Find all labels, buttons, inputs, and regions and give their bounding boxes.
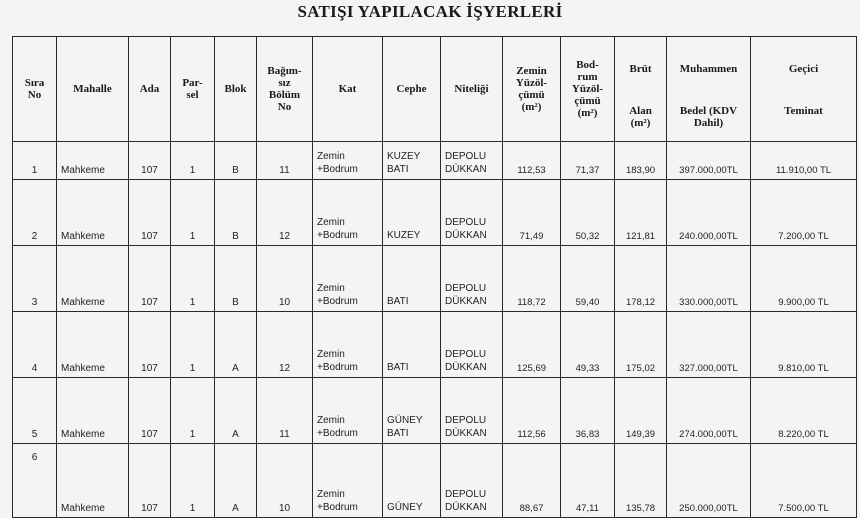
cell-cephe: GÜNEY BATI xyxy=(383,378,441,444)
listing-table xyxy=(12,36,857,518)
cell-bedel: 240.000,00TL xyxy=(667,180,751,246)
cell-kat: Zemin +Bodrum xyxy=(313,444,383,518)
cell-nitelik: DEPOLU DÜKKAN xyxy=(441,312,503,378)
header-kat: Kat xyxy=(313,37,383,142)
cell-bodrum: 47,11 xyxy=(561,444,615,518)
cell-ada: 107 xyxy=(129,142,171,180)
cell-bolum: 12 xyxy=(257,180,313,246)
cell-sira: 4 xyxy=(13,312,57,378)
cell-teminat: 8.220,00 TL xyxy=(751,378,857,444)
cell-cephe: BATI xyxy=(383,312,441,378)
header-gecici-top: Geçici xyxy=(788,63,819,75)
cell-bedel: 330.000,00TL xyxy=(667,246,751,312)
cell-bedel: 327.000,00TL xyxy=(667,312,751,378)
cell-cephe: GÜNEY xyxy=(383,444,441,518)
header-mahalle: Mahalle xyxy=(57,37,129,142)
cell-sira: 3 xyxy=(13,246,57,312)
cell-zemin: 125,69 xyxy=(503,312,561,378)
cell-bodrum: 50,32 xyxy=(561,180,615,246)
header-muhammen-top: Muhammen xyxy=(679,63,738,75)
cell-bedel: 250.000,00TL xyxy=(667,444,751,518)
cell-kat: Zemin +Bodrum xyxy=(313,180,383,246)
header-zemin: Zemin Yüzöl- çümü (m²) xyxy=(503,37,561,142)
cell-mahalle: Mahkeme xyxy=(57,142,129,180)
table-row xyxy=(13,142,857,180)
cell-bolum: 12 xyxy=(257,312,313,378)
cell-cephe: BATI xyxy=(383,246,441,312)
cell-zemin: 112,53 xyxy=(503,142,561,180)
cell-brut: 121,81 xyxy=(615,180,667,246)
header-row xyxy=(13,37,857,142)
header-parsel: Par- sel xyxy=(171,37,215,142)
cell-sira: 1 xyxy=(13,142,57,180)
cell-kat: Zemin +Bodrum xyxy=(313,246,383,312)
cell-blok: A xyxy=(215,378,257,444)
header-sira: Sıra No xyxy=(13,37,57,142)
cell-blok: B xyxy=(215,180,257,246)
table-row xyxy=(13,378,857,444)
cell-cephe: KUZEY xyxy=(383,180,441,246)
cell-sira: 2 xyxy=(13,180,57,246)
cell-zemin: 88,67 xyxy=(503,444,561,518)
cell-parsel: 1 xyxy=(171,312,215,378)
header-muhammen-bottom: Bedel (KDV Dahil) xyxy=(679,105,738,129)
cell-ada: 107 xyxy=(129,444,171,518)
cell-bedel: 397.000,00TL xyxy=(667,142,751,180)
cell-sira: 5 xyxy=(13,378,57,444)
cell-brut: 175,02 xyxy=(615,312,667,378)
cell-kat: Zemin +Bodrum xyxy=(313,142,383,180)
header-brut-top: Brüt xyxy=(629,63,652,75)
cell-nitelik: DEPOLU DÜKKAN xyxy=(441,246,503,312)
cell-parsel: 1 xyxy=(171,246,215,312)
cell-sira: 6 xyxy=(13,444,57,518)
cell-mahalle: Mahkeme xyxy=(57,444,129,518)
cell-parsel: 1 xyxy=(171,180,215,246)
table-row xyxy=(13,312,857,378)
cell-teminat: 9.900,00 TL xyxy=(751,246,857,312)
cell-nitelik: DEPOLU DÜKKAN xyxy=(441,142,503,180)
cell-parsel: 1 xyxy=(171,142,215,180)
cell-kat: Zemin +Bodrum xyxy=(313,312,383,378)
cell-brut: 178,12 xyxy=(615,246,667,312)
cell-ada: 107 xyxy=(129,378,171,444)
header-ada: Ada xyxy=(129,37,171,142)
table-row xyxy=(13,180,857,246)
cell-cephe: KUZEY BATI xyxy=(383,142,441,180)
cell-nitelik: DEPOLU DÜKKAN xyxy=(441,444,503,518)
cell-bolum: 11 xyxy=(257,378,313,444)
header-bodrum: Bod- rum Yüzöl- çümü (m²) xyxy=(561,37,615,142)
header-blok: Blok xyxy=(215,37,257,142)
cell-ada: 107 xyxy=(129,246,171,312)
cell-parsel: 1 xyxy=(171,444,215,518)
cell-brut: 135,78 xyxy=(615,444,667,518)
cell-parsel: 1 xyxy=(171,378,215,444)
header-gecici xyxy=(751,37,857,142)
cell-zemin: 112,56 xyxy=(503,378,561,444)
cell-bodrum: 36,83 xyxy=(561,378,615,444)
cell-mahalle: Mahkeme xyxy=(57,180,129,246)
cell-brut: 183,90 xyxy=(615,142,667,180)
cell-zemin: 71,49 xyxy=(503,180,561,246)
cell-bodrum: 49,33 xyxy=(561,312,615,378)
cell-teminat: 7.200,00 TL xyxy=(751,180,857,246)
header-bagimsiz-bolum: Bağım- sız Bölüm No xyxy=(257,37,313,142)
cell-mahalle: Mahkeme xyxy=(57,312,129,378)
header-gecici-bottom: Teminat xyxy=(784,105,823,117)
cell-bolum: 10 xyxy=(257,444,313,518)
cell-mahalle: Mahkeme xyxy=(57,378,129,444)
header-cephe: Cephe xyxy=(383,37,441,142)
header-brut-bottom: Alan (m²) xyxy=(629,105,652,129)
cell-ada: 107 xyxy=(129,312,171,378)
cell-zemin: 118,72 xyxy=(503,246,561,312)
cell-nitelik: DEPOLU DÜKKAN xyxy=(441,378,503,444)
cell-kat: Zemin +Bodrum xyxy=(313,378,383,444)
cell-blok: A xyxy=(215,312,257,378)
table-row xyxy=(13,444,857,518)
cell-nitelik: DEPOLU DÜKKAN xyxy=(441,180,503,246)
header-brut xyxy=(615,37,667,142)
cell-teminat: 9.810,00 TL xyxy=(751,312,857,378)
cell-bedel: 274.000,00TL xyxy=(667,378,751,444)
cell-bodrum: 71,37 xyxy=(561,142,615,180)
cell-bolum: 11 xyxy=(257,142,313,180)
cell-teminat: 7.500,00 TL xyxy=(751,444,857,518)
cell-blok: B xyxy=(215,246,257,312)
table-row xyxy=(13,246,857,312)
page-title: SATIŞI YAPILACAK İŞYERLERİ xyxy=(297,2,563,21)
cell-mahalle: Mahkeme xyxy=(57,246,129,312)
cell-blok: B xyxy=(215,142,257,180)
cell-ada: 107 xyxy=(129,180,171,246)
cell-bodrum: 59,40 xyxy=(561,246,615,312)
cell-bolum: 10 xyxy=(257,246,313,312)
cell-blok: A xyxy=(215,444,257,518)
header-niteligi: Niteliği xyxy=(441,37,503,142)
cell-brut: 149,39 xyxy=(615,378,667,444)
cell-teminat: 11.910,00 TL xyxy=(751,142,857,180)
header-muhammen xyxy=(667,37,751,142)
